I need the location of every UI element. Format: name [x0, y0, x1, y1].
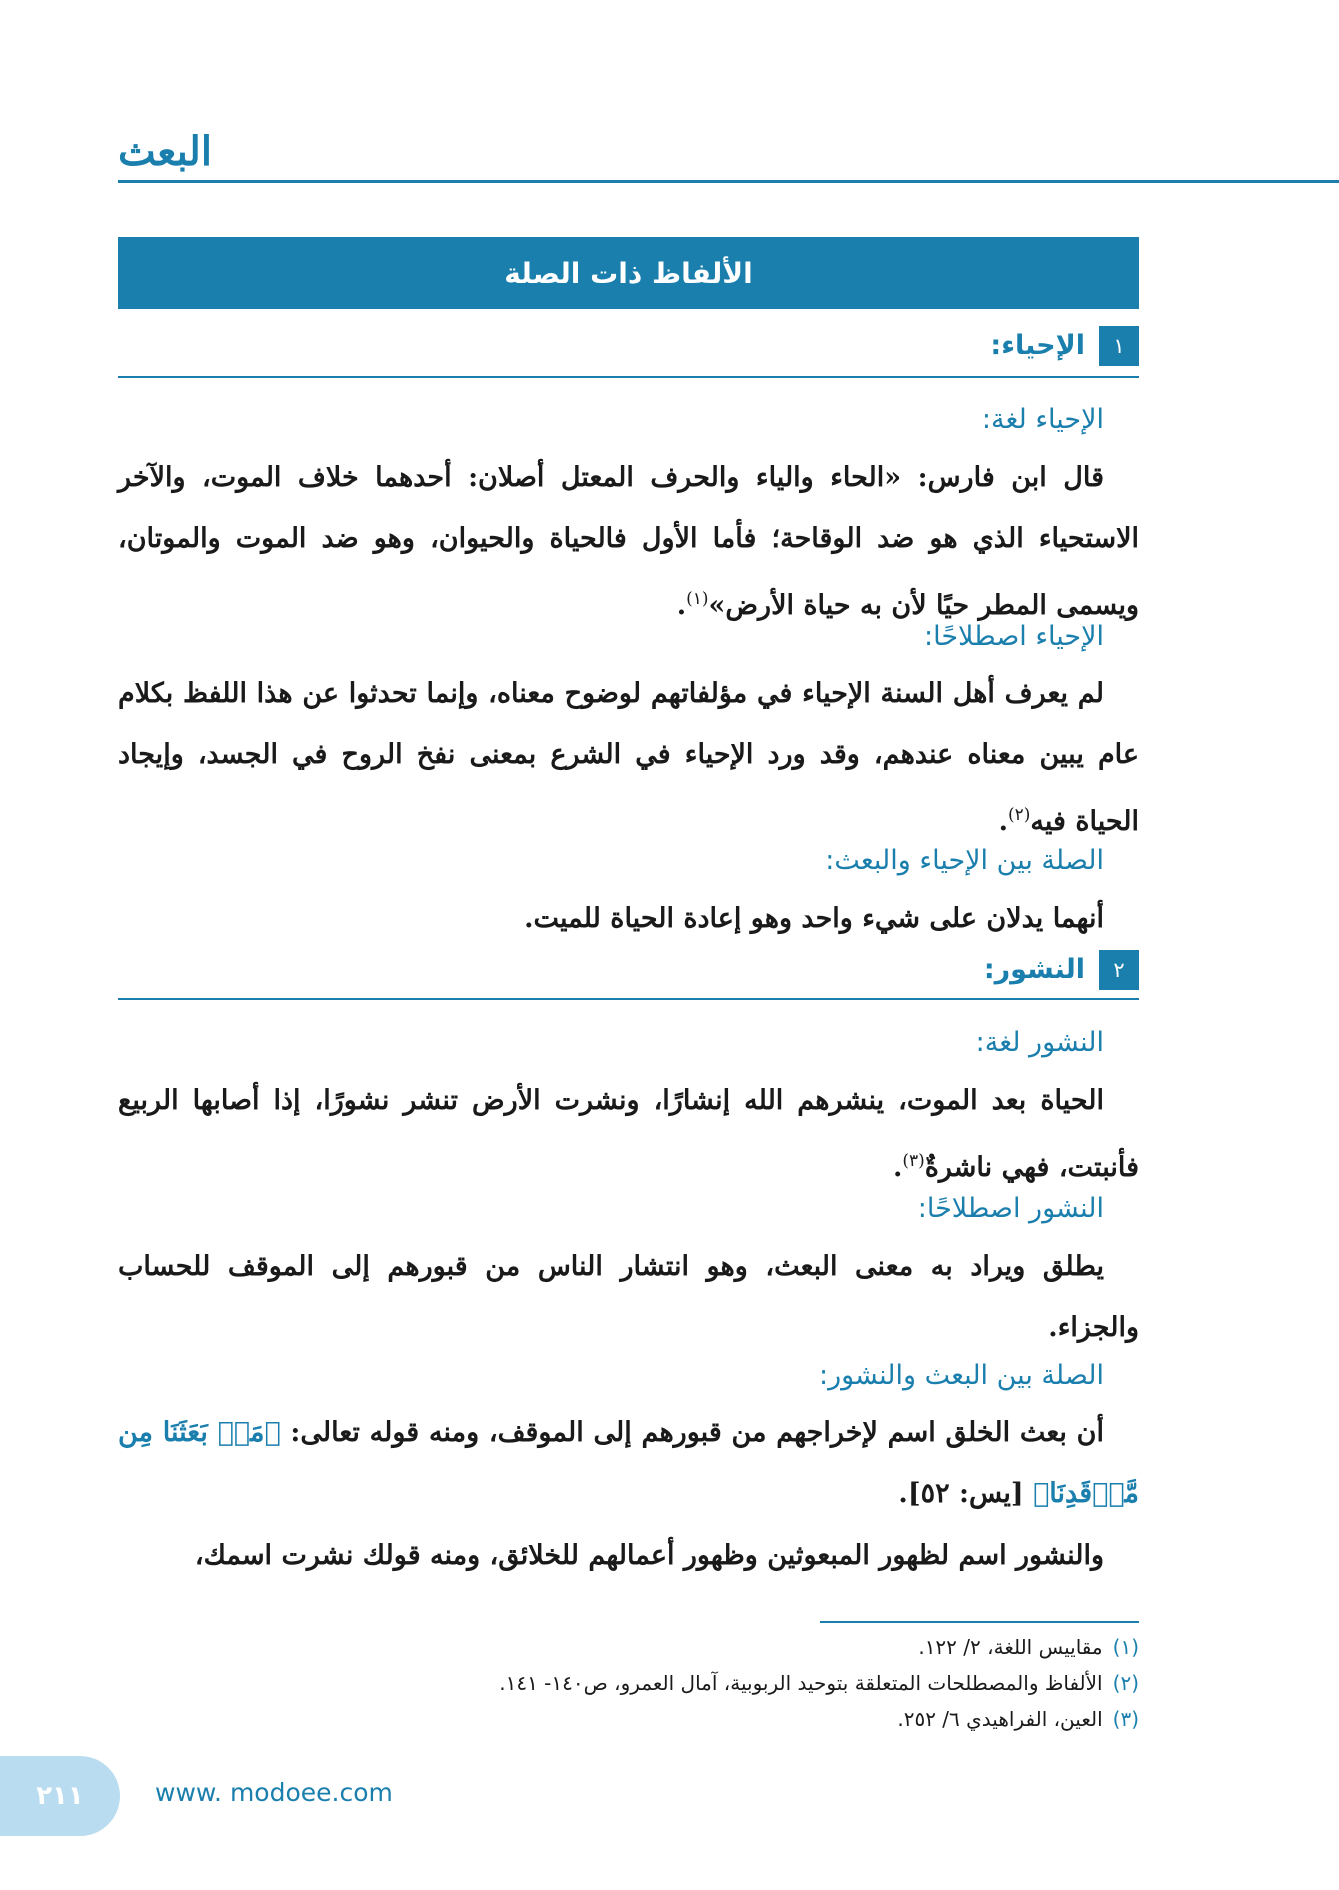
item-number-badge: ١	[1099, 326, 1139, 366]
website-link[interactable]: www. modoee.com	[155, 1778, 393, 1807]
subheading: الإحياء اصطلاحًا:	[924, 621, 1104, 652]
item-divider	[118, 376, 1139, 378]
paragraph: والنشور اسم لظهور المبعوثين وظهور أعمالهم للخلائق، ومنه قولك نشرت اسمك،	[194, 1540, 1104, 1571]
item-label: الإحياء:	[990, 330, 1085, 361]
paragraph: يطلق ويراد به معنى البعث، وهو انتشار الناس من قبورهم إلى الموقف للحساب والجزاء.	[118, 1251, 1139, 1343]
header-divider	[118, 180, 1339, 183]
item-number-badge: ٢	[1099, 950, 1139, 990]
subheading: الإحياء لغة:	[981, 404, 1104, 435]
footnote-item: (٣)العين، الفراهيدي ٦/ ٢٥٢.	[897, 1707, 1139, 1731]
item-label: النشور:	[983, 954, 1085, 985]
footnote-item: (١)مقاييس اللغة، ٢/ ١٢٢.	[918, 1635, 1139, 1659]
subheading: النشور لغة:	[975, 1027, 1104, 1058]
item-header-ihya	[118, 326, 1139, 366]
footnote-ref[interactable]: (٣)	[902, 1151, 925, 1171]
paragraph: قال ابن فارس: «الحاء والياء والحرف المعتل أصلان: أحدهما خلاف الموت، والآخر الاستحياء الذي هو ضد الوقاحة؛ فأما الأول فالحياة والحيوان، وهو ضد الموت والموتان، ويسمى المطر حيًا لأن به حياة الأرض»$^{(١)}$.	[118, 462, 1139, 621]
subheading: الصلة بين البعث والنشور:	[818, 1360, 1104, 1391]
paragraph: أنهما يدلان على شيء واحد وهو إعادة الحياة للميت.	[524, 903, 1104, 934]
verse-citation: [يس: ٥٢].	[898, 1478, 1034, 1509]
quran-verse: ﴿مَنۢ بَعَثَنَا مِن مَّرۡقَدِنَا﴾	[118, 1417, 1139, 1509]
page-number-badge	[0, 1756, 120, 1836]
page-number: ٢١١	[36, 1781, 84, 1811]
footnote-divider	[820, 1621, 1139, 1623]
subheading: الصلة بين الإحياء والبعث:	[825, 845, 1104, 876]
footnote-ref[interactable]: (١)	[686, 589, 709, 609]
paragraph: لم يعرف أهل السنة الإحياء في مؤلفاتهم لوضوح معناه، وإنما تحدثوا عن هذا اللفظ بكلام عام يبين معناه عندهم، وقد ورد الإحياء في الشرع بمعنى نفخ الروح في الجسد، وإيجاد الحياة فيه$^{(٢)}$.	[118, 678, 1139, 837]
item-divider	[118, 998, 1139, 1000]
section-title: الألفاظ ذات الصلة	[504, 256, 753, 290]
paragraph: الحياة بعد الموت، ينشرهم الله إنشارًا، ونشرت الأرض تنشر نشورًا، إذا أصابها الربيع فأنبتت، فهي ناشرةٌ$^{(٣)}$.	[118, 1085, 1139, 1183]
footnote-item: (٢)الألفاظ والمصطلحات المتعلقة بتوحيد الربوبية، آمال العمرو، ص١٤٠- ١٤١.	[499, 1671, 1139, 1695]
section-banner	[118, 237, 1139, 309]
footnote-ref[interactable]: (٢)	[1007, 805, 1031, 825]
paragraph: أن بعث الخلق اسم لإخراجهم من قبورهم إلى الموقف، ومنه قوله تعالى: ﴿مَنۢ بَعَثَنَا مِن مَّرۡقَدِنَا﴾ [يس: ٥٢].	[118, 1417, 1139, 1509]
page-title: البعث	[118, 128, 212, 175]
item-header-nushur	[118, 950, 1139, 990]
subheading: النشور اصطلاحًا:	[917, 1193, 1104, 1224]
